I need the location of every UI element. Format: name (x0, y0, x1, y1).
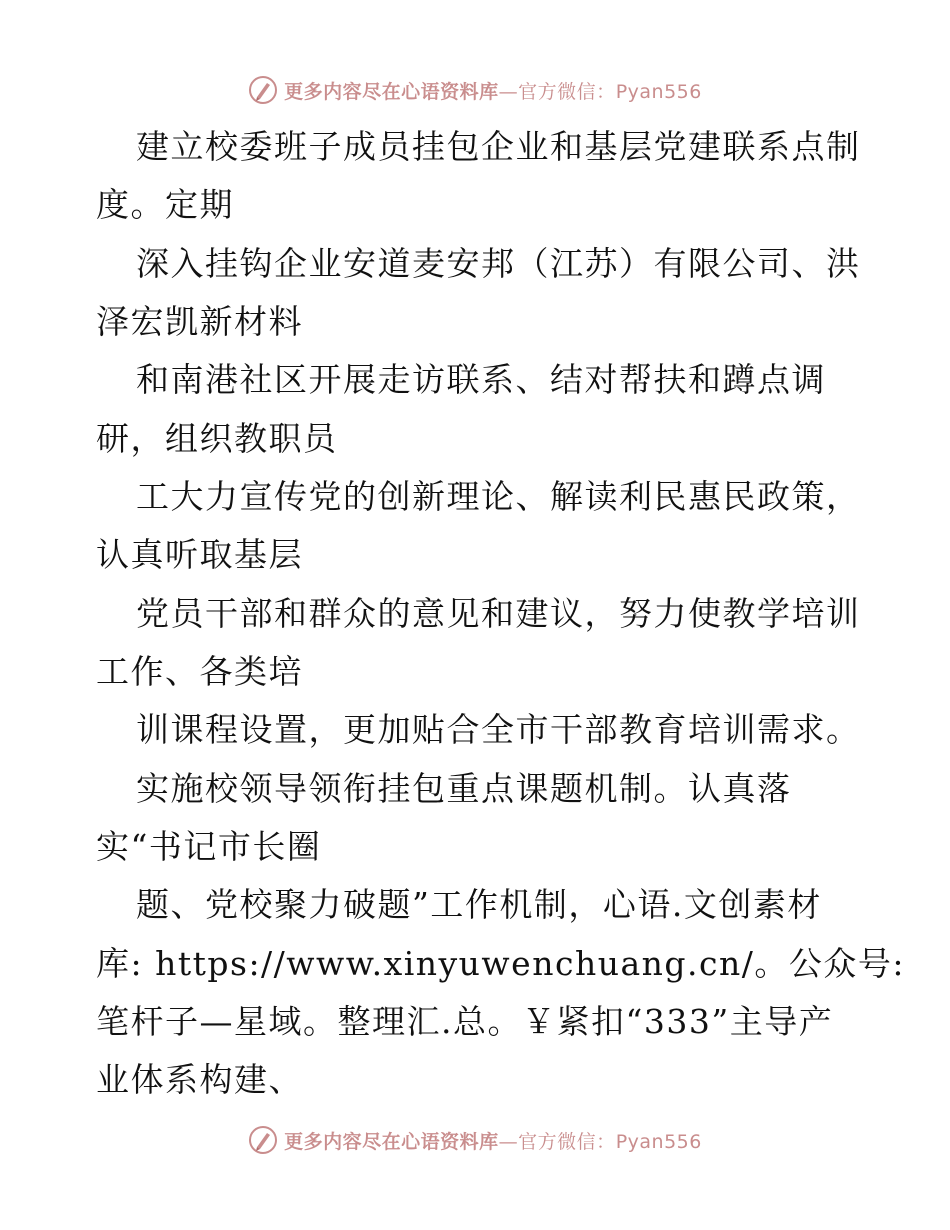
body-line: 党员干部和群众的意见和建议，努力使教学培训 (136, 594, 861, 633)
footer-dash: — (498, 1130, 519, 1153)
body-line: 泽宏凯新材料 (96, 302, 303, 341)
footer-brand: 更多内容尽在心语资料库 (284, 1130, 499, 1153)
body-line: 工作、各类培 (96, 652, 303, 691)
body-line: 深入挂钩企业安道麦安邦（江苏）有限公司、洪 (136, 244, 861, 283)
pen-logo-icon (248, 75, 278, 105)
footer-banner (0, 1120, 950, 1160)
body-line: 笔杆子—星域。整理汇.总。￥紧扣“333”主导产 (96, 1002, 834, 1041)
header-brand: 更多内容尽在心语资料库 (284, 80, 499, 103)
header-wechat-label: 官方微信： (518, 80, 616, 103)
header-wechat-id: Pyan556 (615, 80, 702, 103)
body-line: 认真听取基层 (96, 535, 303, 574)
body-line: 建立校委班子成员挂包企业和基层党建联系点制 (136, 127, 861, 166)
pen-logo-icon (248, 1125, 278, 1155)
body-line: 度。定期 (96, 185, 234, 224)
body-line: 题、党校聚力破题”工作机制，心语.文创素材 (136, 885, 822, 924)
body-line: 业体系构建、 (96, 1060, 303, 1099)
header-banner (0, 70, 950, 110)
body-line: 研，组织教职员 (96, 419, 338, 458)
body-line: 实“书记市长圈 (96, 827, 322, 866)
footer-wechat-label: 官方微信： (518, 1130, 616, 1153)
body-line: 实施校领导领衔挂包重点课题机制。认真落 (136, 769, 792, 808)
body-line: 训课程设置，更加贴合全市干部教育培训需求。 (136, 710, 861, 749)
body-line: 库: https://www.xinyuwenchuang.cn/。公众号: (96, 944, 905, 983)
body-line: 和南港社区开展走访联系、结对帮扶和蹲点调 (136, 360, 826, 399)
footer-text (284, 1127, 702, 1154)
footer-wechat-id: Pyan556 (615, 1130, 702, 1153)
header-text (284, 77, 702, 104)
body-line: 工大力宣传党的创新理论、解读利民惠民政策， (136, 477, 861, 516)
header-dash: — (498, 80, 519, 103)
